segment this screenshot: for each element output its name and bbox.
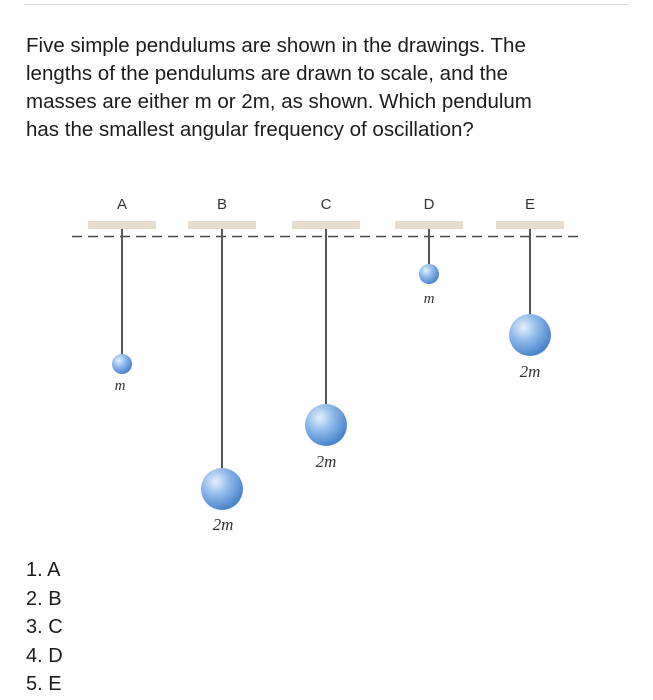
pendulum-d [395,196,463,307]
pendulum-bob [112,354,132,374]
mass-label: 2m [519,362,541,381]
answer-options [26,556,63,699]
pendulum-label: D [423,196,435,213]
pendulum-bob [305,404,347,446]
pendulum-bob [419,264,439,284]
pendulum-label: A [116,196,128,213]
pendulum-bob [201,468,243,510]
support-bar [496,221,564,229]
pendulum-e [496,196,564,381]
pendulum-bob [509,314,551,356]
option-a[interactable]: 1. A [26,559,61,581]
question-line: has the smallest angular frequency of oscillation? [26,118,474,141]
mass-label: m [114,378,126,394]
pendulum-a [88,196,156,394]
option-b[interactable]: 2. B [26,587,62,610]
support-bar [395,221,463,229]
option-e[interactable]: 5. E [26,673,62,696]
question-line: lengths of the pendulums are drawn to scale, and the [26,62,509,85]
mass-label: 2m [212,515,234,534]
support-bar [188,221,256,229]
support-bar [292,221,360,229]
option-d[interactable]: 4. D [26,644,63,667]
pendulum-label: E [524,196,536,213]
support-bar [88,221,156,229]
option-c[interactable]: 3. C [26,616,63,639]
pendulum-label: B [216,196,228,213]
mass-label: m [423,291,435,307]
mass-label: 2m [315,452,337,471]
pendulum-b [188,196,256,534]
question-line: masses are either m or 2m, as shown. Which pendulum [26,90,532,113]
question-line: Five simple pendulums are shown in the drawings. The [26,34,526,57]
pendulum-label: C [320,196,332,213]
